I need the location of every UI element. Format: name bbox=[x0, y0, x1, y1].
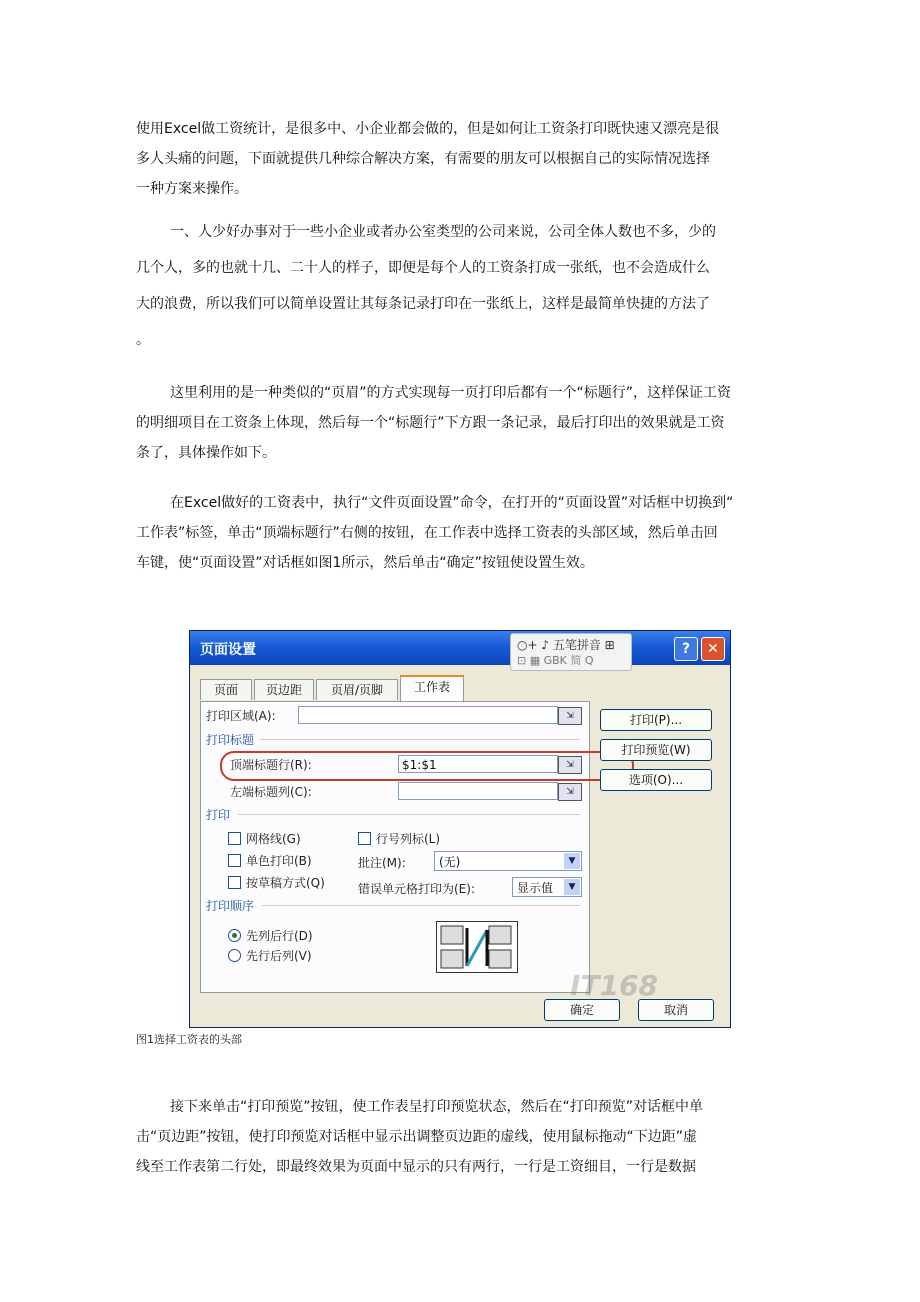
help-button[interactable]: ? bbox=[674, 637, 698, 661]
comments-label: 批注(M): bbox=[358, 856, 406, 870]
row-col-headers-label: 行号列标(L) bbox=[376, 832, 441, 846]
gridlines-checkbox[interactable] bbox=[228, 832, 241, 845]
chevron-down-icon[interactable]: ▼ bbox=[564, 853, 580, 869]
left-cols-collapse-icon[interactable]: ⇲ bbox=[558, 783, 582, 801]
print-group-label: 打印 bbox=[206, 808, 231, 822]
highlight-ring bbox=[220, 751, 634, 781]
text-line: 车键，使“页面设置”对话框如图1所示，然后单击“确定”按钮使设置生效。 bbox=[136, 555, 594, 571]
cell-errors-select[interactable] bbox=[512, 877, 582, 897]
text-line: 一、人少好办事对于一些小企业或者办公室类型的公司来说，公司全体人数也不多，少的 bbox=[170, 224, 716, 240]
group-divider bbox=[262, 905, 580, 906]
text-line: 。 bbox=[136, 332, 150, 348]
text-line: 接下来单击“打印预览”按钮，使工作表呈打印预览状态，然后在“打印预览”对话框中单 bbox=[170, 1099, 704, 1115]
text-line: 几个人，多的也就十几、二十人的样子，即便是每个人的工资条打成一张纸，也不会造成什么 bbox=[136, 260, 710, 276]
ime-mode-label: ○+ ♪ 五笔拼音 ⊞ bbox=[517, 638, 615, 652]
row-col-headers-checkbox[interactable] bbox=[358, 832, 371, 845]
draft-checkbox[interactable] bbox=[228, 876, 241, 889]
draft-label: 按草稿方式(Q) bbox=[246, 876, 325, 890]
dialog-titlebar bbox=[190, 631, 730, 665]
steps-paragraph bbox=[136, 488, 786, 578]
ime-options-label: ⊡ ▦ GBK 简 Q bbox=[517, 654, 594, 667]
text-line: 多人头痛的问题，下面就提供几种综合解决方案，有需要的朋友可以根据自己的实际情况选择 bbox=[136, 151, 710, 167]
top-rows-label: 顶端标题行(R): bbox=[230, 758, 312, 772]
print-area-label: 打印区域(A): bbox=[206, 709, 276, 723]
ime-toolbar[interactable] bbox=[510, 633, 632, 671]
text-line: 条了，具体操作如下。 bbox=[136, 445, 276, 461]
ok-button[interactable]: 确定 bbox=[544, 999, 620, 1021]
page-order-preview-icon bbox=[436, 921, 518, 973]
group-divider bbox=[260, 739, 580, 740]
tab-page[interactable]: 页面 bbox=[200, 679, 252, 700]
group-divider bbox=[238, 814, 580, 815]
cell-errors-value: 显示值 bbox=[517, 881, 554, 895]
tab-sheet[interactable]: 工作表 bbox=[400, 675, 464, 702]
print-preview-button[interactable]: 打印预览(W) bbox=[600, 739, 712, 761]
text-line: 工作表”标签，单击“顶端标题行”右侧的按钮，在工作表中选择工资表的头部区域，然后单击回 bbox=[136, 525, 718, 541]
down-then-over-label: 先列后行(D) bbox=[246, 929, 313, 943]
section1-paragraph bbox=[136, 217, 786, 355]
text-line: 在Excel做好的工资表中，执行“文件页面设置”命令，在打开的“页面设置”对话框中切换到“ bbox=[170, 495, 734, 511]
down-then-over-radio[interactable] bbox=[228, 929, 241, 942]
chevron-down-icon[interactable]: ▼ bbox=[564, 879, 580, 895]
black-white-checkbox[interactable] bbox=[228, 854, 241, 867]
print-button[interactable]: 打印(P)... bbox=[600, 709, 712, 731]
options-button[interactable]: 选项(O)... bbox=[600, 769, 712, 791]
figure-caption: 图1选择工资表的头部 bbox=[136, 1033, 242, 1046]
close-button[interactable]: ✕ bbox=[701, 637, 725, 661]
comments-select[interactable] bbox=[434, 851, 582, 871]
cancel-button[interactable]: 取消 bbox=[638, 999, 714, 1021]
text-line: 这里利用的是一种类似的“页眉”的方式实现每一页打印后都有一个“标题行”，这样保证工资 bbox=[170, 385, 732, 401]
cell-errors-label: 错误单元格打印为(E): bbox=[358, 882, 475, 896]
print-order-group-label: 打印顺序 bbox=[206, 899, 255, 913]
top-rows-collapse-icon[interactable]: ⇲ bbox=[558, 756, 582, 774]
site-watermark: IT168 bbox=[570, 969, 658, 1002]
text-line: 大的浪费，所以我们可以简单设置让其每条记录打印在一张纸上，这样是最简单快捷的方法了 bbox=[136, 296, 710, 312]
method-paragraph bbox=[136, 378, 786, 468]
gridlines-label: 网格线(G) bbox=[246, 832, 301, 846]
left-cols-label: 左端标题列(C): bbox=[230, 785, 312, 799]
tab-margins[interactable]: 页边距 bbox=[254, 679, 314, 700]
comments-value: (无) bbox=[439, 855, 461, 869]
over-then-down-label: 先行后列(V) bbox=[246, 949, 312, 963]
text-line: 击“页边距”按钮，使打印预览对话框中显示出调整页边距的虚线，使用鼠标拖动“下边距”虚 bbox=[136, 1129, 698, 1145]
over-then-down-radio[interactable] bbox=[228, 949, 241, 962]
print-titles-group-label: 打印标题 bbox=[206, 733, 255, 747]
tab-header-footer[interactable]: 页眉/页脚 bbox=[316, 679, 398, 700]
top-rows-field[interactable]: $1:$1 bbox=[398, 755, 558, 773]
intro-paragraph bbox=[136, 114, 786, 204]
print-area-collapse-icon[interactable]: ⇲ bbox=[558, 707, 582, 725]
text-line: 使用Excel做工资统计，是很多中、小企业都会做的，但是如何让工资条打印既快速又漂亮是很 bbox=[136, 121, 720, 137]
text-line: 线至工作表第二行处，即最终效果为页面中显示的只有两行，一行是工资细目，一行是数据 bbox=[136, 1159, 696, 1175]
text-line: 一种方案来操作。 bbox=[136, 181, 248, 197]
text-line: 的明细项目在工资条上体现，然后每一个“标题行”下方跟一条记录，最后打印出的效果就是工资 bbox=[136, 415, 725, 431]
page-setup-dialog-figure bbox=[189, 630, 731, 1028]
black-white-label: 单色打印(B) bbox=[246, 854, 312, 868]
preview-paragraph bbox=[136, 1092, 786, 1182]
left-cols-field[interactable] bbox=[398, 782, 558, 800]
print-area-field[interactable] bbox=[298, 706, 558, 724]
dialog-title: 页面设置 bbox=[200, 642, 256, 658]
